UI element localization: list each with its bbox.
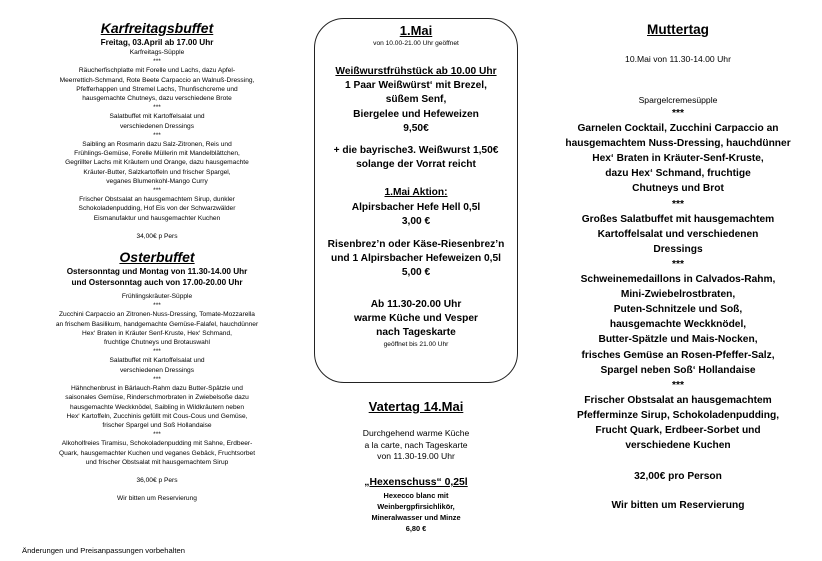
mai-box bbox=[314, 18, 518, 383]
muttertag-warm-line: Mini-Zwiebelrostbraten, bbox=[620, 289, 736, 301]
oster-price: 36,00€ p Pers bbox=[136, 476, 178, 484]
oster-soup: Frühlingskräuter-Süpple bbox=[121, 293, 193, 301]
karfreitag-main-line: hausgemachte Chutneys, dazu verschiedene Brote bbox=[82, 95, 232, 103]
oster-warm-line: frischer Spargel und Soß Hollandaise bbox=[102, 421, 212, 429]
vatertag-line: Durchgehend warme Küche bbox=[362, 428, 470, 438]
mai-fruhstueck-title: Weißwurstfrühstück ab 10.00 Uhr bbox=[335, 66, 497, 77]
muttertag-warm-line: Schweinemedaillons in Calvados-Rahm, bbox=[580, 274, 776, 286]
mai-brez-line: und 1 Alpirsbacher Hefeweizen 0,5l bbox=[330, 253, 502, 265]
oster-reservation: Wir bitten um Reservierung bbox=[117, 495, 197, 503]
karfreitag-title: Karfreitagsbuffet bbox=[100, 20, 214, 36]
muttertag-price: 32,00€ pro Person bbox=[634, 471, 722, 483]
muttertag-dessert-line: Frucht Quark, Erdbeer-Sorbet und bbox=[595, 424, 761, 436]
muttertag-salad-line: Großes Salatbuffet mit hausgemachtem bbox=[581, 213, 775, 225]
oster-main-line: Zucchini Carpaccio an Zitronen-Nuss-Dressing, Tomate-Mozzarella bbox=[59, 311, 255, 319]
oster-main-line: an frischem Basilikum, handgemachte Gemüse-Falafel, hauchdünner bbox=[55, 320, 259, 328]
muttertag-main-line: Garnelen Cocktail, Zucchini Carpaccio an bbox=[577, 123, 779, 135]
separator: *** bbox=[153, 302, 161, 310]
mai-aktion-line: Alpirsbacher Hefe Hell 0,5l bbox=[351, 201, 481, 213]
muttertag-reservation: Wir bitten um Reservierung bbox=[611, 500, 745, 512]
karfreitag-salad-line: Salatbuffet mit Kartoffelsalat und bbox=[109, 113, 205, 121]
mai-fruhstueck-line: süßem Senf, bbox=[385, 94, 447, 106]
separator: *** bbox=[672, 258, 684, 270]
karfreitag-dessert-line: Eismanufaktur und hausgemachter Kuchen bbox=[93, 214, 221, 222]
vatertag-section bbox=[314, 398, 518, 534]
mai-kueche-line: Ab 11.30-20.00 Uhr bbox=[370, 298, 462, 310]
muttertag-dessert-line: Frischer Obstsalat an hausgemachtem bbox=[584, 394, 772, 406]
separator: *** bbox=[153, 348, 161, 356]
oster-section bbox=[14, 249, 300, 503]
vatertag-drink-line: Weinbergpfirsichlikör, bbox=[377, 501, 455, 511]
separator: *** bbox=[153, 431, 161, 439]
karfreitag-section bbox=[14, 20, 300, 241]
karfreitag-oster-column bbox=[14, 20, 300, 503]
oster-main-line: Hex‘ Braten in Kräuter Senf-Kruste, Hex‘ Schmand, bbox=[82, 329, 232, 337]
karfreitag-dessert-line: Schokoladenpudding, Hof Eis von der Schwarzwälder bbox=[78, 205, 236, 213]
oster-warm-line: Hex‘ Kartoffeln, Zucchinis gefüllt mit Cous-Cous und Gemüse, bbox=[66, 412, 248, 420]
separator: *** bbox=[153, 131, 161, 139]
mai-open-until: geöffnet bis 21.00 Uhr bbox=[383, 341, 449, 349]
muttertag-title: Muttertag bbox=[647, 22, 709, 37]
muttertag-main-line: Chutneys und Brot bbox=[632, 183, 724, 195]
karfreitag-soup: Karfreitags-Süpple bbox=[129, 49, 185, 56]
muttertag-soup: Spargelcremesüpple bbox=[638, 95, 718, 105]
footer-note: Änderungen und Preisanpassungen vorbehalten bbox=[22, 546, 185, 555]
oster-main-line: fruchtige Chutneys und Brotauswahl bbox=[104, 339, 210, 347]
vatertag-title: Vatertag 14.Mai bbox=[368, 399, 464, 414]
mai-brez-price: 5,00 € bbox=[401, 267, 431, 279]
oster-salad-line: Salatbuffet mit Kartoffelsalat und bbox=[109, 357, 205, 365]
oster-dessert-line: Alkoholfreies Tiramisu, Schokoladenpudding mit Sahne, Erdbeer- bbox=[61, 440, 253, 448]
vatertag-drink-line: Mineralwasser und Minze bbox=[371, 512, 461, 522]
karfreitag-main-line: Pfefferhappen und Stremel Lachs, Thunfischcreme und bbox=[76, 85, 238, 93]
separator: *** bbox=[672, 198, 684, 210]
mai-extra-line: solange der Vorrat reicht bbox=[356, 159, 476, 171]
karfreitag-price: 34,00€ p Pers bbox=[136, 232, 178, 240]
mai-hours: von 10.00-21.00 Uhr geöffnet bbox=[373, 40, 459, 47]
mai-fruhstueck-line: 1 Paar Weißwürst‘ mit Brezel, bbox=[345, 80, 487, 92]
mai-kueche-line: nach Tageskarte bbox=[376, 327, 456, 339]
muttertag-main-line: hausgemachtem Nuss-Dressing, hauchdünner bbox=[565, 138, 791, 150]
oster-date: und Ostersonntag auch von 17.00-20.00 Uhr bbox=[71, 278, 243, 288]
oster-date: Ostersonntag und Montag von 11.30-14.00 Uhr bbox=[66, 267, 248, 277]
mai-kueche-line: warme Küche und Vesper bbox=[354, 312, 478, 324]
mai-aktion-price: 3,00 € bbox=[401, 215, 431, 227]
muttertag-warm-line: Puten-Schnitzele und Soß, bbox=[613, 304, 743, 316]
separator: *** bbox=[153, 58, 161, 66]
vatertag-line: a la carte, nach Tageskarte bbox=[364, 439, 468, 450]
mai-title: 1.Mai bbox=[399, 23, 433, 38]
vatertag-drink-line: Hexecco blanc mit bbox=[383, 490, 449, 500]
mai-brez-line: Risenbrez’n oder Käse-Riesenbrez’n bbox=[327, 239, 505, 251]
oster-dessert-line: und frischer Obstsalat mit hausgemachtem Sirup bbox=[85, 458, 229, 466]
muttertag-date: 10.Mai von 11.30-14.00 Uhr bbox=[625, 54, 731, 64]
vatertag-drink-price: 6,80 € bbox=[405, 523, 427, 533]
karfreitag-fish-line: Saibling an Rosmarin dazu Salz-Zitronen, Reis und bbox=[82, 141, 232, 149]
muttertag-column bbox=[548, 18, 808, 513]
muttertag-warm-line: Butter-Spätzle und Mais-Nocken, bbox=[598, 334, 758, 346]
muttertag-warm-line: frisches Gemüse an Rosen-Pfeffer-Salz, bbox=[581, 349, 775, 361]
muttertag-salad-line: Kartoffelsalat und verschiedenen bbox=[597, 228, 759, 240]
mai-fruhstueck-price: 9,50€ bbox=[403, 122, 429, 134]
separator: *** bbox=[153, 187, 161, 195]
karfreitag-salad-line: verschiedenen Dressings bbox=[119, 122, 195, 130]
karfreitag-fish-line: veganes Blumenkohl-Mango Curry bbox=[106, 177, 208, 185]
vatertag-line: von 11.30-19.00 Uhr bbox=[377, 451, 455, 462]
karfreitag-fish-line: Frühlings-Gemüse, Forelle Müllerin mit Mandelblättchen, bbox=[74, 150, 240, 158]
mai-extra-line: + die bayrische3. Weißwurst 1,50€ bbox=[333, 145, 499, 157]
oster-warm-line: saisonales Gemüse, Rinderschmorbraten in Zwiebelsoße dazu bbox=[65, 394, 249, 402]
mai-aktion-title: 1.Mai Aktion: bbox=[384, 187, 448, 199]
separator: *** bbox=[672, 379, 684, 391]
oster-salad-line: verschiedenen Dressings bbox=[119, 366, 195, 374]
muttertag-main-line: Hex‘ Braten in Kräuter-Senf-Kruste, bbox=[592, 153, 764, 165]
muttertag-salad-line: Dressings bbox=[653, 243, 703, 255]
karfreitag-fish-line: Gegrillter Lachs mit Kräutern und Orange, dazu hausgemachte bbox=[65, 159, 249, 167]
muttertag-main-line: dazu Hex‘ Schmand, fruchtige bbox=[605, 168, 751, 180]
muttertag-dessert-line: verschiedene Kuchen bbox=[625, 440, 731, 452]
karfreitag-main-line: Räucherfischplatte mit Forelle und Lachs, dazu Apfel- bbox=[78, 67, 236, 75]
mai-fruhstueck-line: Biergelee und Hefeweizen bbox=[353, 108, 479, 120]
karfreitag-main-line: Meerrettich-Schmand, Rote Beete Carpaccio an Walnuß-Dressing, bbox=[59, 76, 255, 84]
oster-dessert-line: Quark, hausgemachter Kuchen und veganes Gebäck, Fruchtsorbet bbox=[58, 449, 256, 457]
oster-warm-line: Hähnchenbrust in Bärlauch-Rahm dazu Butter-Spätzle und bbox=[71, 385, 243, 393]
muttertag-warm-line: Spargel neben Soß‘ Hollandaise bbox=[600, 364, 756, 376]
separator: *** bbox=[672, 108, 684, 119]
vatertag-drink-title: „Hexenschuss“ 0,25l bbox=[364, 476, 468, 488]
muttertag-warm-line: hausgemachte Weckknödel, bbox=[609, 319, 747, 331]
separator: *** bbox=[153, 104, 161, 112]
karfreitag-fish-line: Kräuter-Butter, Salzkartoffeln und frischer Spargel, bbox=[83, 168, 231, 176]
oster-warm-line: hausgemachte Weckknödel, Saibling in Wildkräutern neben bbox=[70, 403, 244, 411]
muttertag-dessert-line: Pfefferminze Sirup, Schokoladenpudding, bbox=[576, 409, 780, 421]
karfreitag-dessert-line: Frischer Obstsalat an hausgemachtem Sirup, dunkler bbox=[79, 196, 235, 204]
separator: *** bbox=[153, 375, 161, 383]
karfreitag-date: Freitag, 03.April ab 17.00 Uhr bbox=[100, 38, 214, 47]
oster-title: Osterbuffet bbox=[119, 249, 195, 266]
